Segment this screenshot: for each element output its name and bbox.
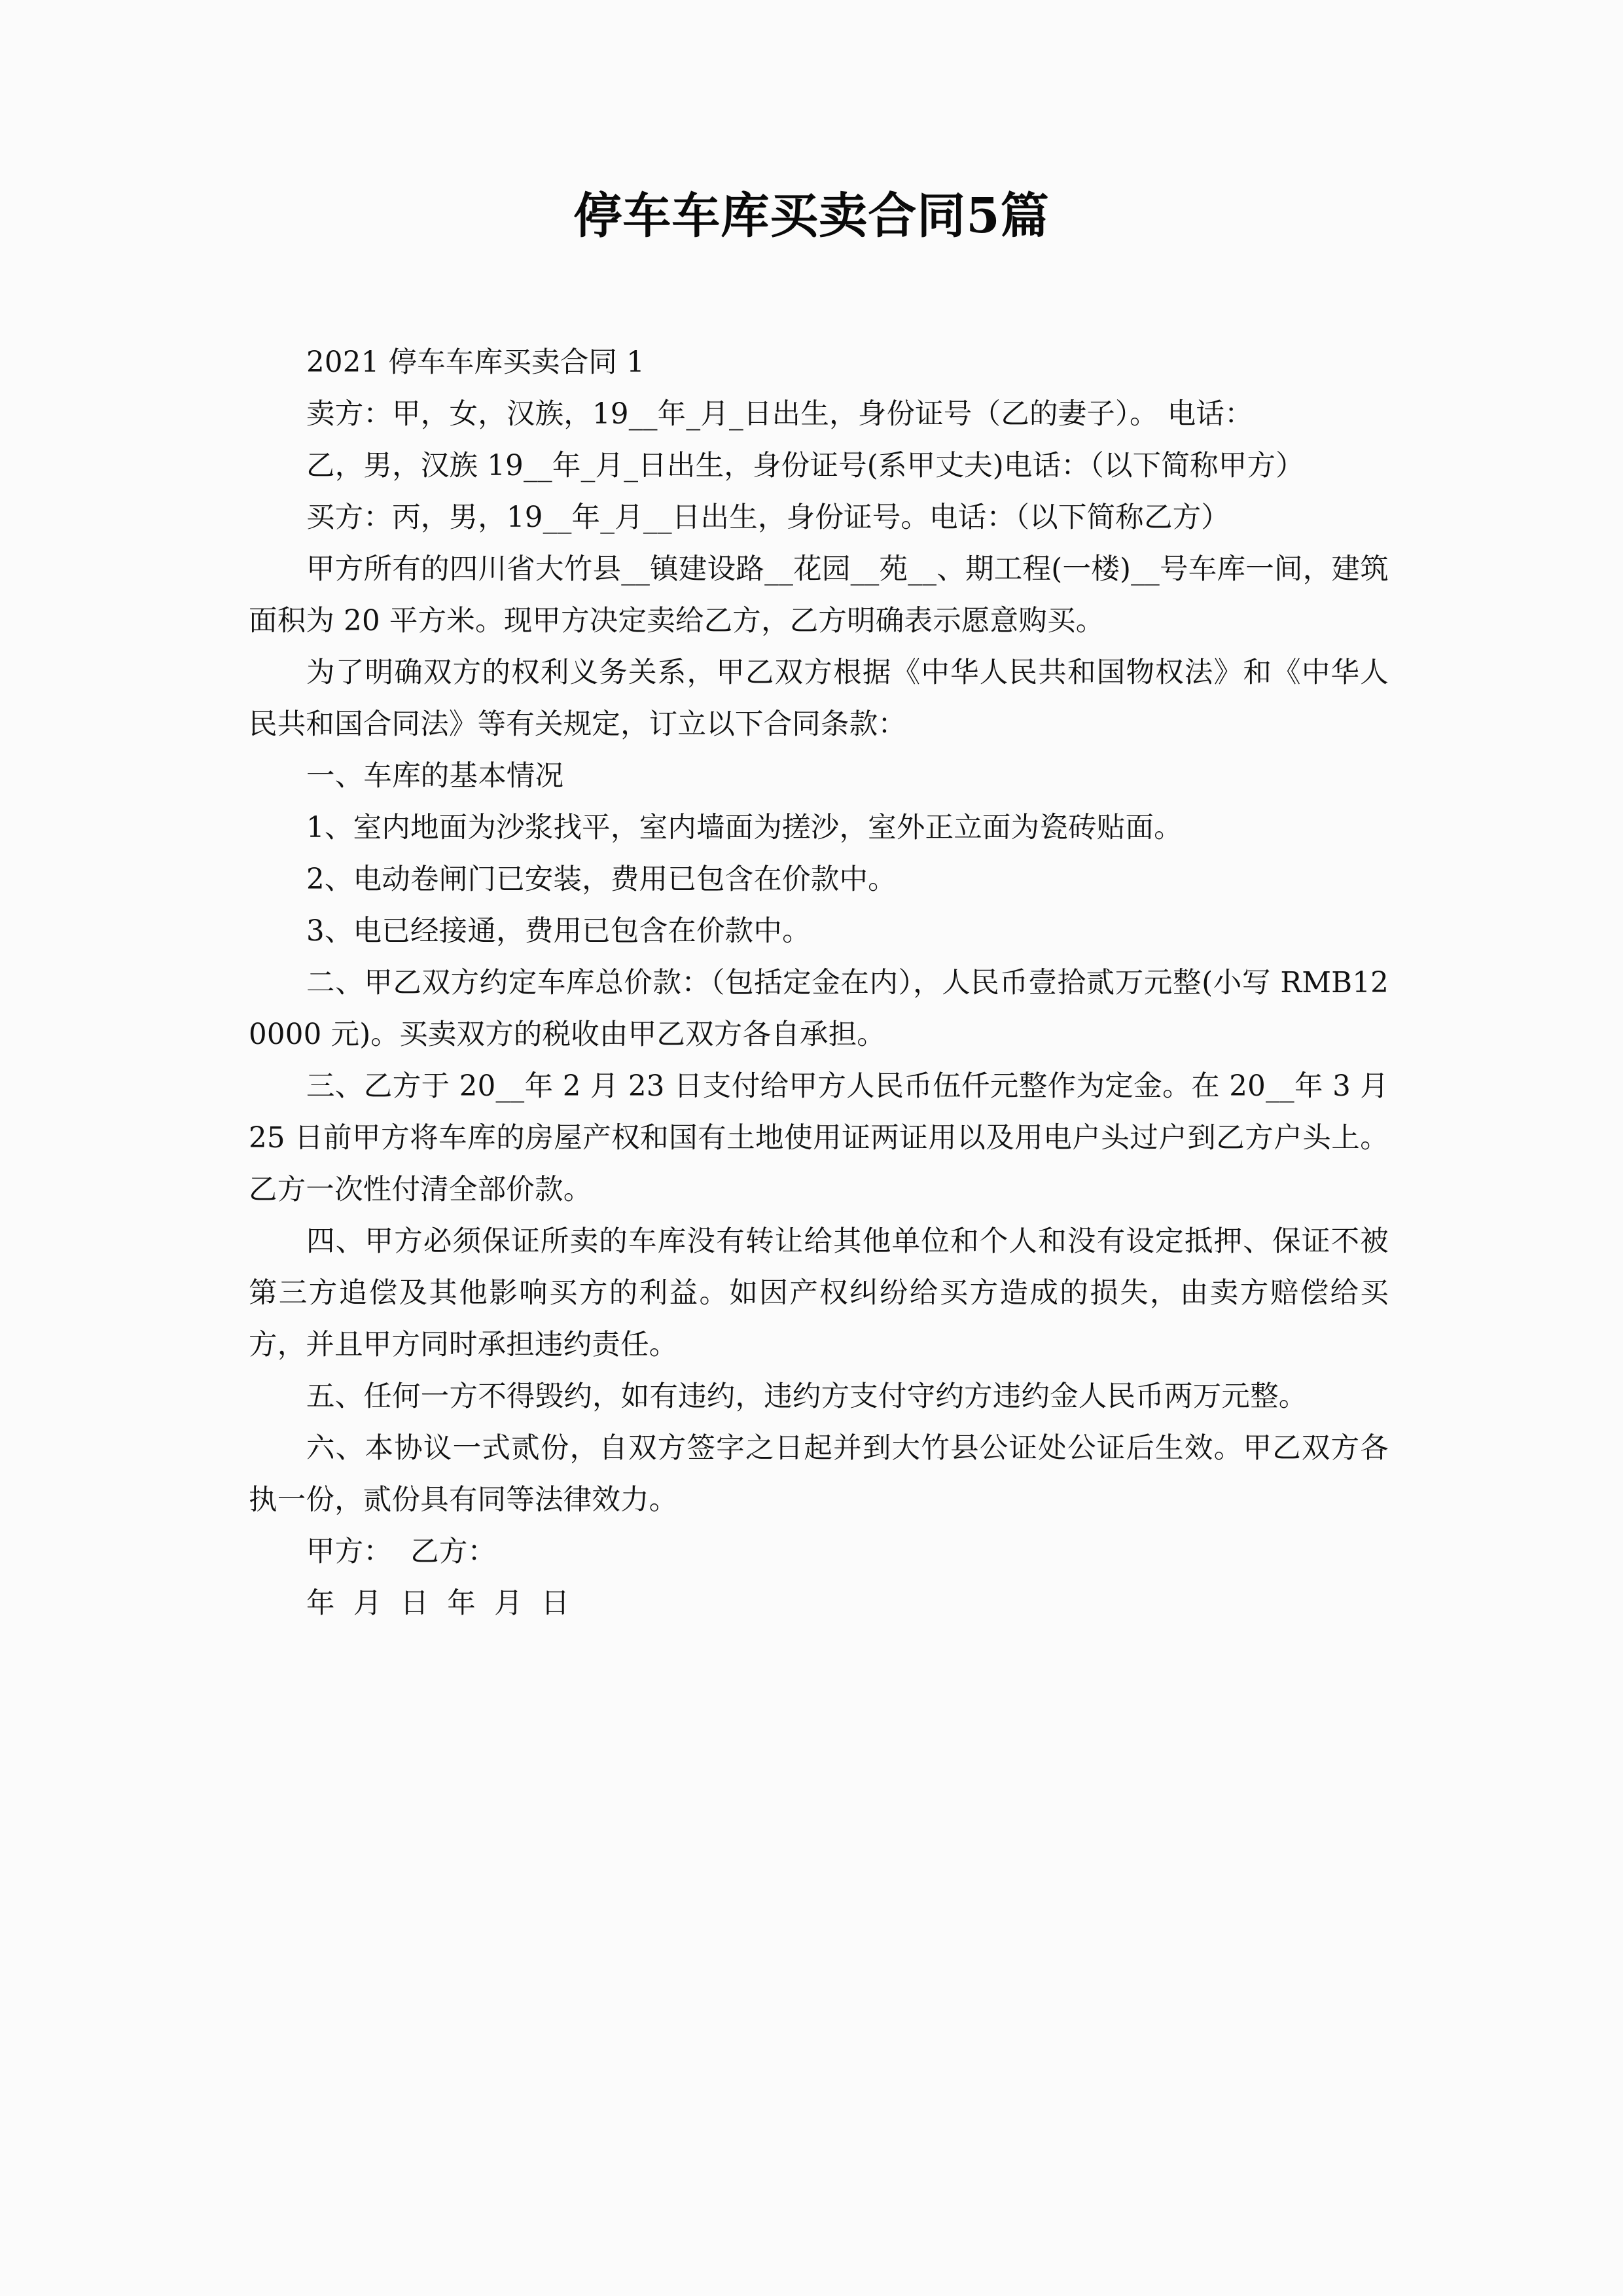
clause-two-price: 二、甲乙双方约定车库总价款：（包括定金在内），人民币壹拾贰万元整(小写 RMB120000 元)。买卖双方的税收由甲乙双方各自承担。 bbox=[249, 967, 1389, 1051]
clause-one-heading: 一、车库的基本情况 bbox=[306, 760, 564, 793]
paragraph-heading-1: 2021 停车车库买卖合同 1 bbox=[306, 346, 645, 379]
clause-five-penalty: 五、任何一方不得毁约，如有违约，违约方支付守约方违约金人民币两万元整。 bbox=[306, 1380, 1308, 1413]
clause-one-item-1: 1、室内地面为沙浆找平，室内墙面为搓沙，室外正立面为瓷砖贴面。 bbox=[306, 812, 1183, 844]
page-title: 停车车库买卖合同5篇 bbox=[573, 188, 1050, 244]
document-body bbox=[249, 337, 1389, 1630]
signature-date-line: 年 月 日 年 月 日 bbox=[306, 1587, 570, 1620]
clause-four-warranty: 四、甲方必须保证所卖的车库没有转让给其他单位和个人和没有设定抵押、保证不被第三方追偿及其他影响买方的利益。如因产权纠纷给买方造成的损失，由卖方赔偿给买方，并且甲方同时承担违约责任。 bbox=[249, 1225, 1389, 1361]
signature-parties-line: 甲方： 乙方： bbox=[306, 1535, 497, 1568]
clause-one-item-2: 2、电动卷闸门已安装，费用已包含在价款中。 bbox=[306, 863, 897, 896]
clause-one-item-3: 3、电已经接通，费用已包含在价款中。 bbox=[306, 915, 811, 948]
clause-six-copies: 六、本协议一式贰份，自双方签字之日起并到大竹县公证处公证后生效。甲乙双方各执一份，贰份具有同等法律效力。 bbox=[249, 1432, 1389, 1516]
paragraph-buyer-bing: 买方：丙，男，19__年_月__日出生，身份证号。电话：（以下简称乙方） bbox=[306, 501, 1230, 534]
paragraph-seller-yi: 乙，男，汉族 19__年_月_日出生，身份证号(系甲丈夫)电话：（以下简称甲方） bbox=[306, 450, 1304, 482]
clause-three-payment: 三、乙方于 20__年 2 月 23 日支付给甲方人民币伍仟元整作为定金。在 20__年 3 月 25 日前甲方将车库的房屋产权和国有土地使用证两证用以及用电户头过户到乙方户头上。乙方一次性付清全部价款。 bbox=[249, 1070, 1389, 1206]
paragraph-legal-basis: 为了明确双方的权利义务关系，甲乙双方根据《中华人民共和国物权法》和《中华人民共和国合同法》等有关规定，订立以下合同条款： bbox=[249, 656, 1389, 741]
paragraph-property-description: 甲方所有的四川省大竹县__镇建设路__花园__苑__、期工程(一楼)__号车库一间，建筑面积为 20 平方米。现甲方决定卖给乙方，乙方明确表示愿意购买。 bbox=[249, 553, 1389, 637]
paragraph-seller-jia: 卖方：甲，女，汉族，19__年_月_日出生，身份证号（乙的妻子）。 电话： bbox=[306, 398, 1253, 431]
